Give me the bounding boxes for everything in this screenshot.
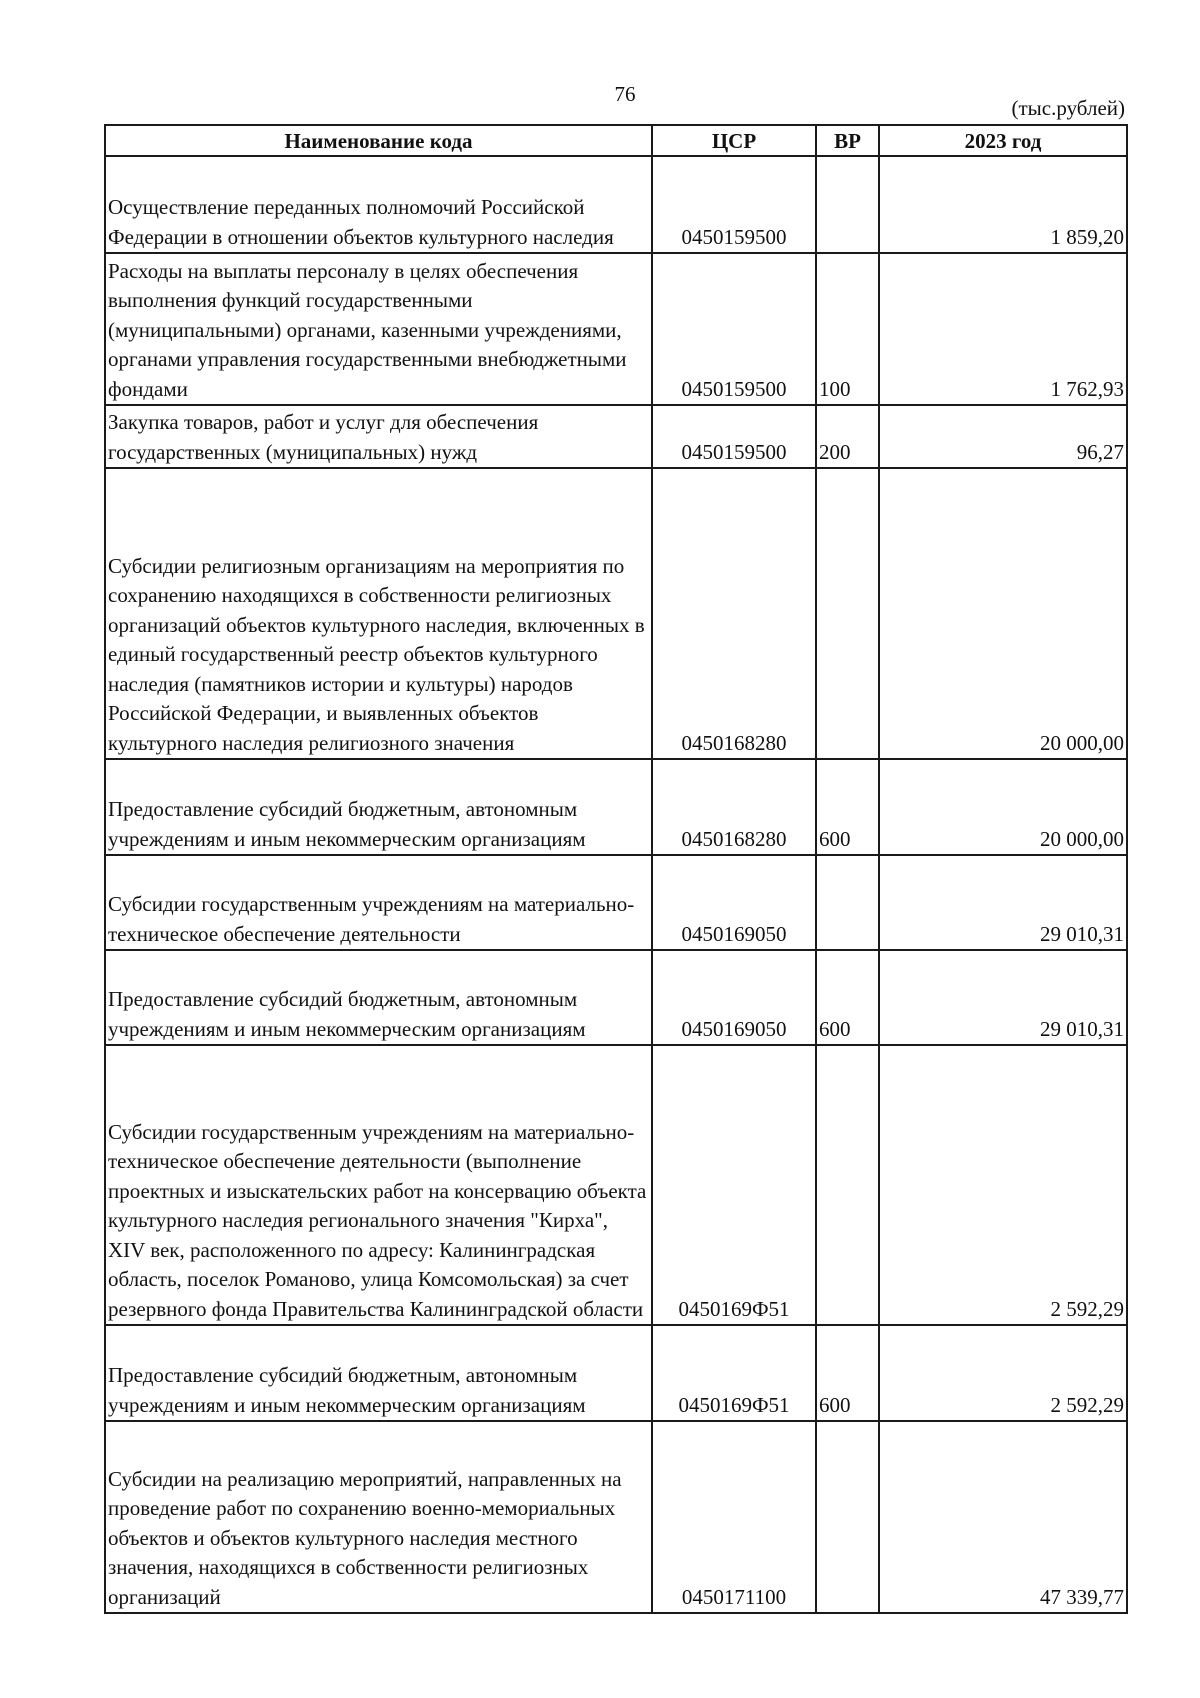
- row-amount: 29 010,31: [879, 855, 1127, 950]
- row-csr: 0450171100: [652, 1421, 816, 1613]
- row-csr: 0450169050: [652, 855, 816, 950]
- header-row: [105, 125, 1127, 156]
- row-vr: 200: [816, 405, 879, 468]
- row-csr: 0450159500: [652, 405, 816, 468]
- page-number: 76: [614, 82, 636, 106]
- row-csr: 0450168280: [652, 468, 816, 759]
- row-csr: 0450159500: [652, 156, 816, 253]
- row-amount: 2 592,29: [879, 1045, 1127, 1325]
- table-row: [105, 405, 1127, 468]
- row-vr: 100: [816, 253, 879, 405]
- units-label: (тыс.рублей): [1011, 96, 1125, 120]
- row-vr: [816, 1045, 879, 1325]
- row-amount: 20 000,00: [879, 468, 1127, 759]
- table-row: [105, 156, 1127, 253]
- row-vr: 600: [816, 759, 879, 855]
- row-csr: 0450169Ф51: [652, 1325, 816, 1421]
- header-name: Наименование кода: [105, 125, 652, 156]
- table-row: [105, 1045, 1127, 1325]
- row-name: Осуществление переданных полномочий Российской Федерации в отношении объектов культурного наследия: [105, 156, 652, 253]
- row-name: Предоставление субсидий бюджетным, автономным учреждениям и иным некоммерческим организациям: [105, 759, 652, 855]
- table-row: [105, 759, 1127, 855]
- row-vr: [816, 156, 879, 253]
- row-csr: 0450169050: [652, 950, 816, 1045]
- row-csr: 0450169Ф51: [652, 1045, 816, 1325]
- table-header: [105, 125, 1127, 156]
- row-name: Расходы на выплаты персоналу в целях обеспечения выполнения функций государственными (муниципальными) органами, казенными учреждениями, органами управления государственными внебюджетными фондами: [105, 253, 652, 405]
- row-name: Субсидии государственным учреждениям на материально-техническое обеспечение деятельности: [105, 855, 652, 950]
- row-amount: 2 592,29: [879, 1325, 1127, 1421]
- row-name: Субсидии на реализацию мероприятий, направленных на проведение работ по сохранению военно-мемориальных объектов и объектов культурного наследия местного значения, находящихся в собственности религиозных организаций: [105, 1421, 652, 1613]
- row-vr: 600: [816, 950, 879, 1045]
- row-name: Предоставление субсидий бюджетным, автономным учреждениям и иным некоммерческим организациям: [105, 1325, 652, 1421]
- table-row: [105, 1325, 1127, 1421]
- row-amount: 1 859,20: [879, 156, 1127, 253]
- row-vr: 600: [816, 1325, 879, 1421]
- table-row: [105, 253, 1127, 405]
- budget-table: [104, 124, 1128, 1614]
- header-vr: ВР: [816, 125, 879, 156]
- header-csr: ЦСР: [652, 125, 816, 156]
- row-amount: 29 010,31: [879, 950, 1127, 1045]
- row-name: Предоставление субсидий бюджетным, автономным учреждениям и иным некоммерческим организациям: [105, 950, 652, 1045]
- table-body: [105, 156, 1127, 1613]
- row-csr: 0450168280: [652, 759, 816, 855]
- row-csr: 0450159500: [652, 253, 816, 405]
- row-amount: 20 000,00: [879, 759, 1127, 855]
- row-amount: 47 339,77: [879, 1421, 1127, 1613]
- row-name: Субсидии религиозным организациям на мероприятия по сохранению находящихся в собственности религиозных организаций объектов культурного наследия, включенных в единый государственный реестр объектов культурного наследия (памятников истории и культуры) народов Российской Федерации, и выявленных объектов культурного наследия религиозного значения: [105, 468, 652, 759]
- header-year: 2023 год: [879, 125, 1127, 156]
- row-name: Субсидии государственным учреждениям на материально-техническое обеспечение деятельности (выполнение проектных и изыскательских работ на консервацию объекта культурного наследия регионального значения "Кирха", XIV век, расположенного по адресу: Калининградская область, поселок Романово, улица Комсомольская) за счет резервного фонда Правительства Калининградской области: [105, 1045, 652, 1325]
- table-row: [105, 950, 1127, 1045]
- table-row: [105, 468, 1127, 759]
- row-amount: 96,27: [879, 405, 1127, 468]
- row-vr: [816, 468, 879, 759]
- row-amount: 1 762,93: [879, 253, 1127, 405]
- table-row: [105, 1421, 1127, 1613]
- row-name: Закупка товаров, работ и услуг для обеспечения государственных (муниципальных) нужд: [105, 405, 652, 468]
- table-row: [105, 855, 1127, 950]
- row-vr: [816, 1421, 879, 1613]
- row-vr: [816, 855, 879, 950]
